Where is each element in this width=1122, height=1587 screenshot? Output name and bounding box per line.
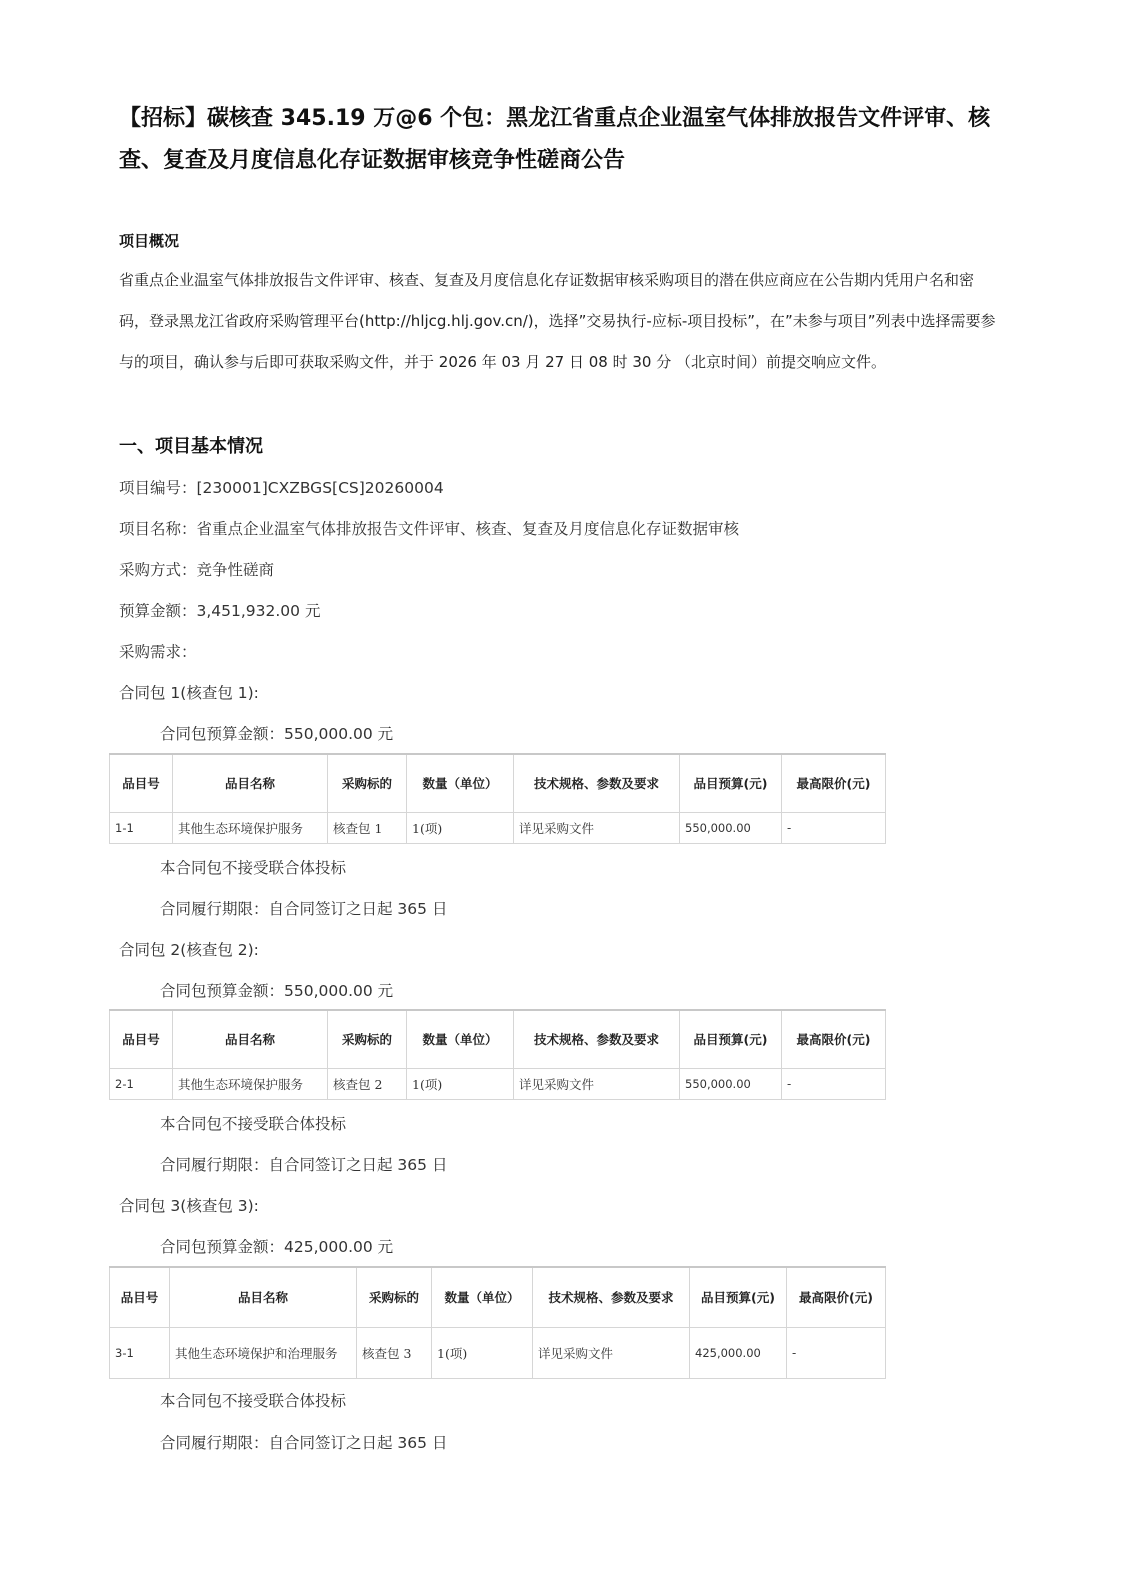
cell-item-no: 1-1 xyxy=(110,812,173,843)
header-quantity: 数量（单位） xyxy=(407,1010,514,1068)
overview-heading: 项目概况 xyxy=(119,232,180,250)
package-3-joint-bid: 本合同包不接受联合体投标 xyxy=(160,1392,347,1410)
cell-target: 核查包 2 xyxy=(328,1068,407,1099)
header-item-name: 品目名称 xyxy=(170,1267,357,1327)
project-name: 项目名称：省重点企业温室气体排放报告文件评审、核查、复查及月度信息化存证数据审核 xyxy=(119,520,740,538)
project-number: 项目编号：[230001]CXZBGS[CS]20260004 xyxy=(119,479,444,497)
cell-quantity: 1(项) xyxy=(432,1327,533,1378)
header-specs: 技术规格、参数及要求 xyxy=(514,754,680,812)
cell-item-budget: 550,000.00 xyxy=(680,1068,782,1099)
header-specs: 技术规格、参数及要求 xyxy=(514,1010,680,1068)
package-1-period: 合同履行期限：自合同签订之日起 365 日 xyxy=(160,900,448,918)
package-3-table xyxy=(109,1266,886,1379)
header-item-no: 品目号 xyxy=(110,1010,173,1068)
package-1-joint-bid: 本合同包不接受联合体投标 xyxy=(160,859,347,877)
header-target: 采购标的 xyxy=(328,1010,407,1068)
package-1-budget: 合同包预算金额：550,000.00 元 xyxy=(160,725,394,743)
cell-item-name: 其他生态环境保护服务 xyxy=(173,1068,328,1099)
header-item-name: 品目名称 xyxy=(173,1010,328,1068)
cell-max-price: - xyxy=(782,812,886,843)
header-item-no: 品目号 xyxy=(110,1267,170,1327)
budget-amount: 预算金额：3,451,932.00 元 xyxy=(119,602,321,620)
package-2-table xyxy=(109,1009,886,1100)
header-target: 采购标的 xyxy=(357,1267,432,1327)
header-item-budget: 品目预算(元) xyxy=(690,1267,787,1327)
procurement-requirements: 采购需求： xyxy=(119,643,197,661)
package-3-heading: 合同包 3(核查包 3): xyxy=(119,1197,259,1215)
cell-target: 核查包 3 xyxy=(357,1327,432,1378)
cell-item-name: 其他生态环境保护和治理服务 xyxy=(170,1327,357,1378)
header-quantity: 数量（单位） xyxy=(432,1267,533,1327)
cell-quantity: 1(项) xyxy=(407,812,514,843)
package-3-period: 合同履行期限：自合同签订之日起 365 日 xyxy=(160,1434,448,1452)
table-row xyxy=(110,1327,886,1378)
cell-item-name: 其他生态环境保护服务 xyxy=(173,812,328,843)
cell-specs: 详见采购文件 xyxy=(514,812,680,843)
cell-max-price: - xyxy=(782,1068,886,1099)
cell-specs: 详见采购文件 xyxy=(514,1068,680,1099)
table-header-row xyxy=(110,1010,886,1068)
package-2-budget: 合同包预算金额：550,000.00 元 xyxy=(160,982,394,1000)
cell-target: 核查包 1 xyxy=(328,812,407,843)
cell-max-price: - xyxy=(787,1327,886,1378)
package-2-joint-bid: 本合同包不接受联合体投标 xyxy=(160,1115,347,1133)
page-title: 【招标】碳核查 345.19 万@6 个包：黑龙江省重点企业温室气体排放报告文件评审、核查、复查及月度信息化存证数据审核竞争性磋商公告 xyxy=(119,106,991,173)
package-1-heading: 合同包 1(核查包 1): xyxy=(119,684,259,702)
table-row xyxy=(110,812,886,843)
cell-specs: 详见采购文件 xyxy=(533,1327,690,1378)
table-row xyxy=(110,1068,886,1099)
cell-item-budget: 425,000.00 xyxy=(690,1327,787,1378)
table-header-row xyxy=(110,754,886,812)
table-header-row xyxy=(110,1267,886,1327)
cell-item-budget: 550,000.00 xyxy=(680,812,782,843)
header-item-name: 品目名称 xyxy=(173,754,328,812)
header-max-price: 最高限价(元) xyxy=(782,754,886,812)
header-max-price: 最高限价(元) xyxy=(787,1267,886,1327)
overview-body: 省重点企业温室气体排放报告文件评审、核查、复查及月度信息化存证数据审核采购项目的潜在供应商应在公告期内凭用户名和密码，登录黑龙江省政府采购管理平台(http://hljcg.hlj.gov.cn/)，选择”交易执行-应标-项目投标”，在”未参与项目”列表中选择需要参与的项目，确认参与后即可获取采购文件，并于 2026 年 03 月 27 日 08 时 30 分 （北京时间）前提交响应文件。 xyxy=(119,271,996,371)
header-item-no: 品目号 xyxy=(110,754,173,812)
procurement-method: 采购方式：竞争性磋商 xyxy=(119,561,275,579)
header-target: 采购标的 xyxy=(328,754,407,812)
header-max-price: 最高限价(元) xyxy=(782,1010,886,1068)
section-heading-basic-info: 一、项目基本情况 xyxy=(119,436,263,457)
header-specs: 技术规格、参数及要求 xyxy=(533,1267,690,1327)
cell-item-no: 3-1 xyxy=(110,1327,170,1378)
package-1-table xyxy=(109,753,886,844)
package-2-period: 合同履行期限：自合同签订之日起 365 日 xyxy=(160,1156,448,1174)
header-item-budget: 品目预算(元) xyxy=(680,754,782,812)
package-3-budget: 合同包预算金额：425,000.00 元 xyxy=(160,1238,394,1256)
cell-item-no: 2-1 xyxy=(110,1068,173,1099)
header-item-budget: 品目预算(元) xyxy=(680,1010,782,1068)
header-quantity: 数量（单位） xyxy=(407,754,514,812)
cell-quantity: 1(项) xyxy=(407,1068,514,1099)
package-2-heading: 合同包 2(核查包 2): xyxy=(119,941,259,959)
